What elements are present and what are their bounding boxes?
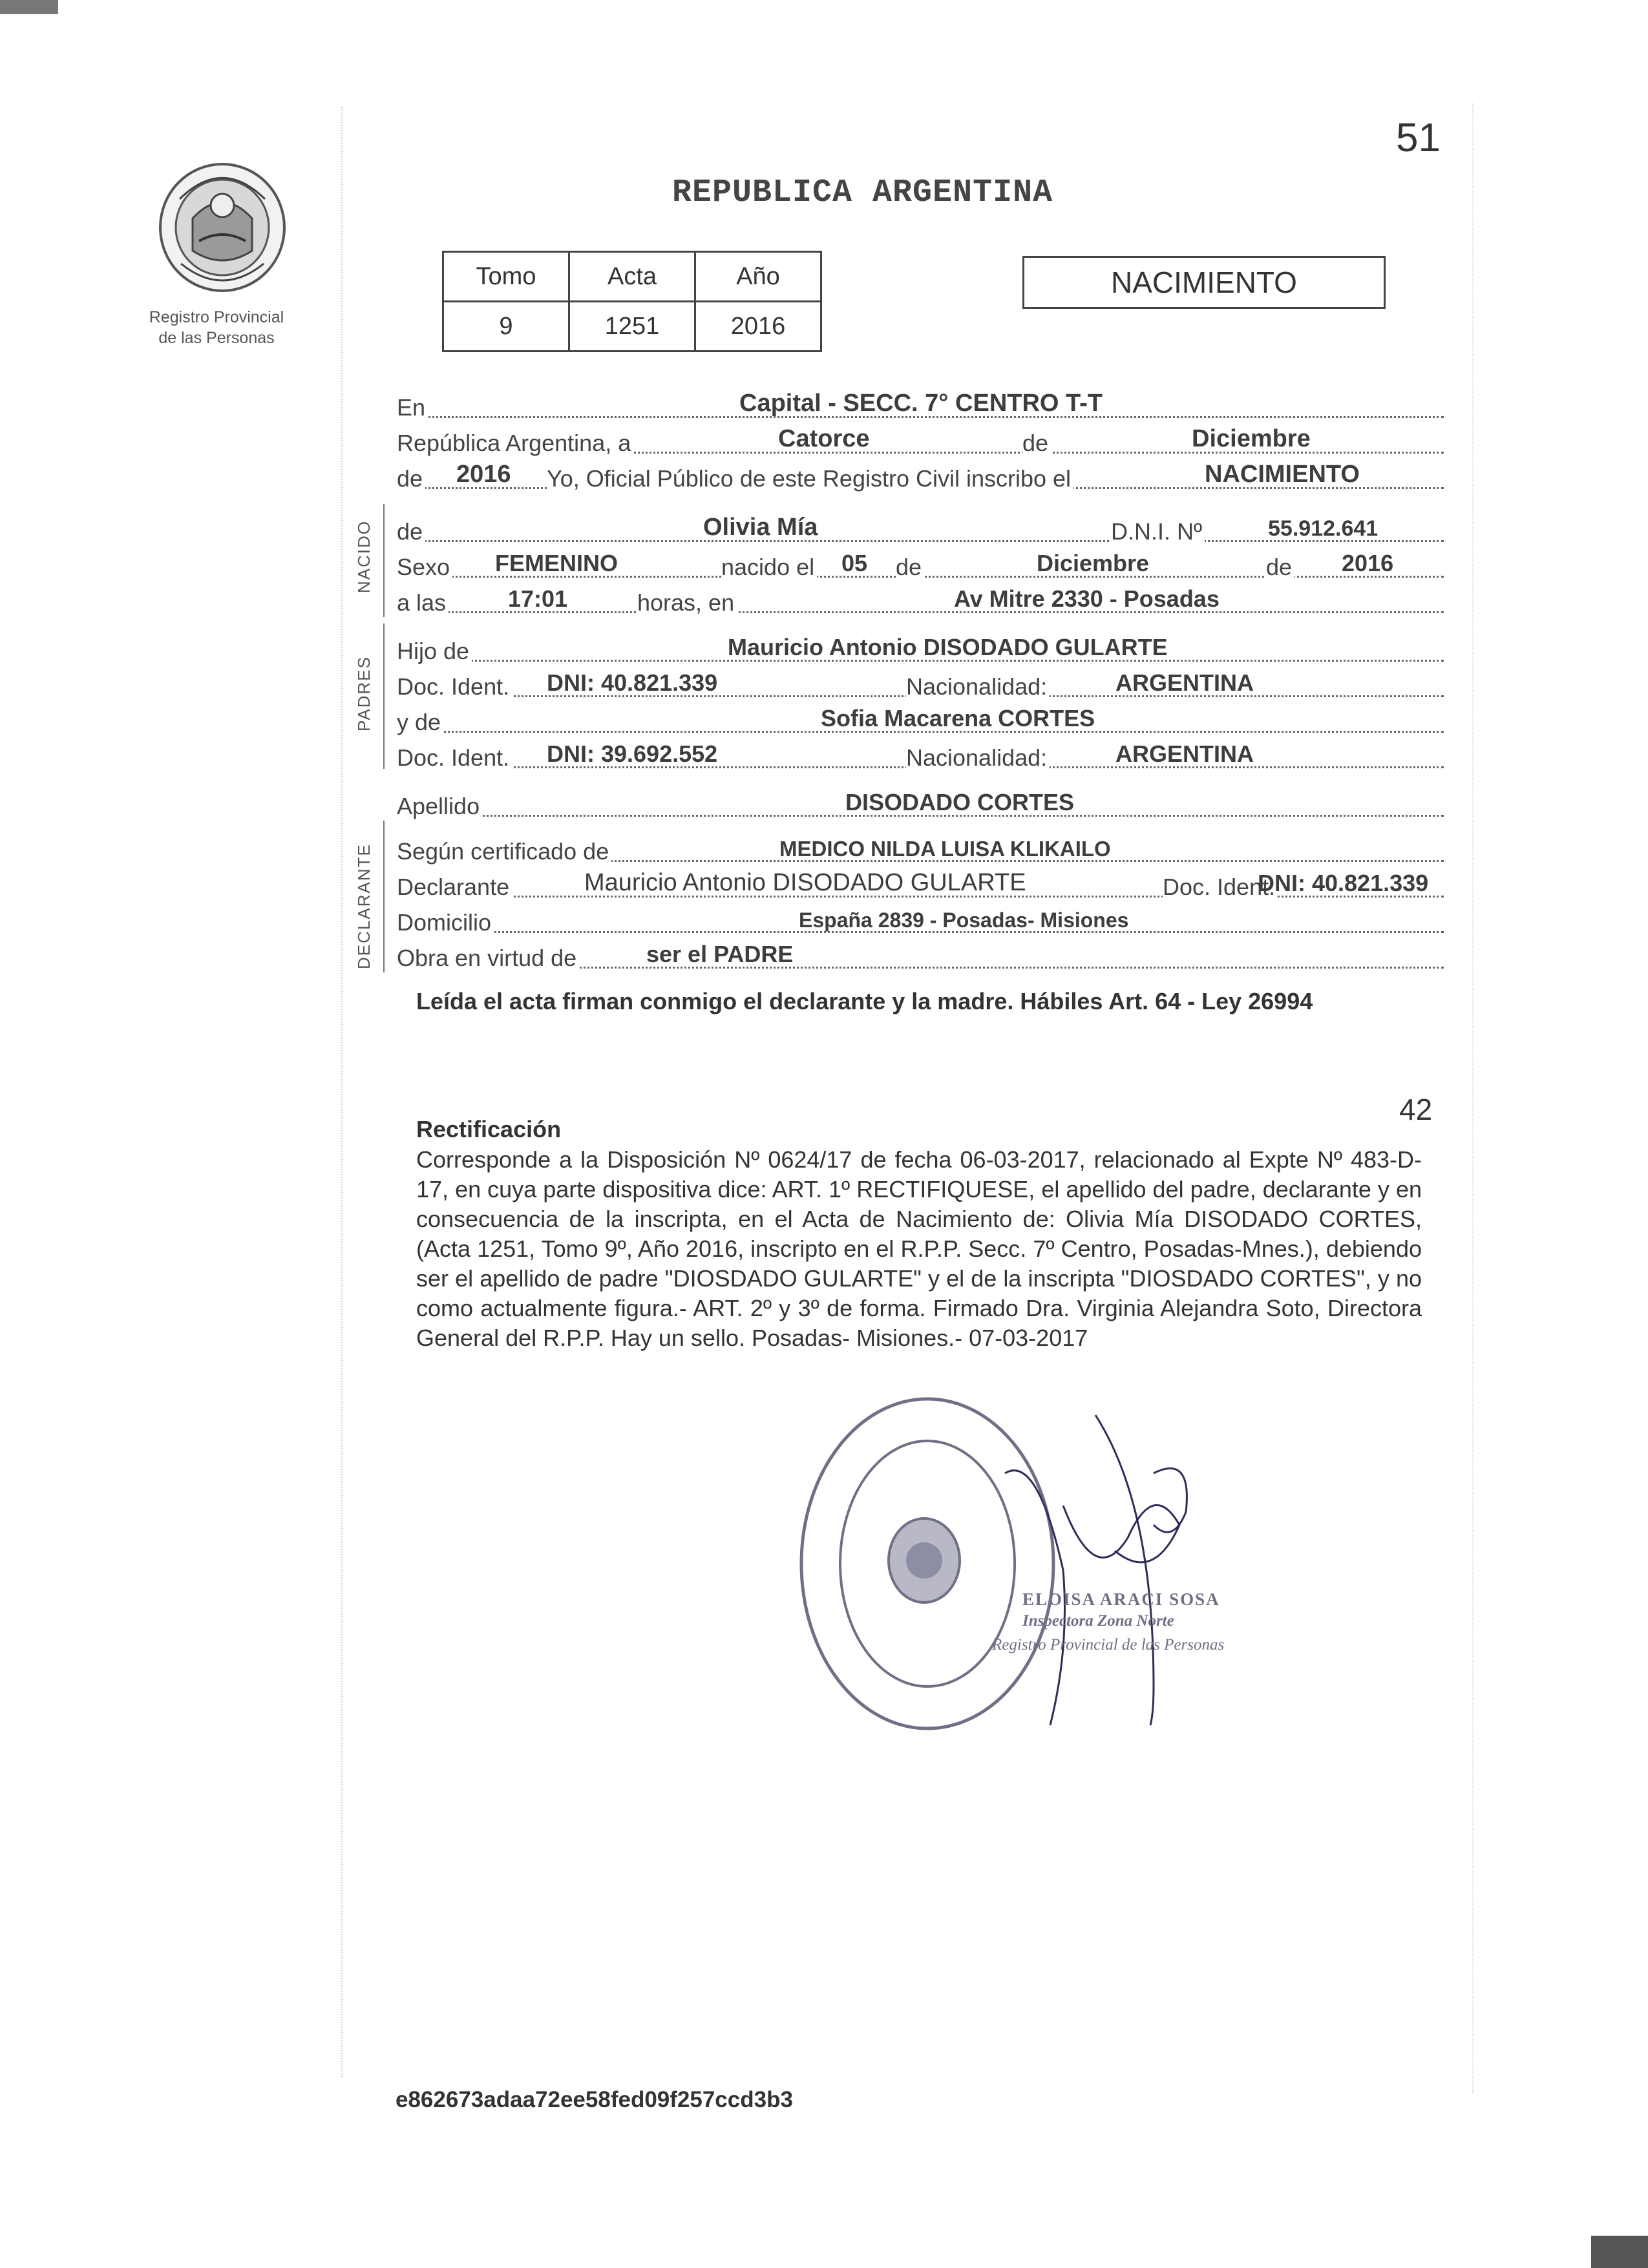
label-doc: Doc. Ident. [397, 673, 512, 700]
label-doc: Doc. Ident. [397, 744, 512, 772]
label-de: de [397, 518, 425, 545]
label-nacionalidad: Nacionalidad: [906, 673, 1050, 700]
label-doc: Doc. Ident. [1163, 874, 1278, 901]
form-line-obra [397, 937, 1444, 969]
label-en: En [397, 394, 428, 421]
field-inscribe: NACIMIENTO [1205, 461, 1360, 488]
scan-corner-mark [0, 0, 58, 14]
anio-label: Año [695, 252, 821, 302]
form-line-nombre [397, 510, 1444, 545]
form-line-inscripcion [397, 457, 1444, 492]
label-obra: Obra en virtud de [397, 945, 579, 972]
form-line-lugar [397, 386, 1444, 421]
label-de: de [1266, 554, 1294, 581]
form-line-madre [397, 701, 1444, 733]
section-label-declarante: DECLARANTE [354, 843, 374, 969]
acta-label: Acta [569, 252, 695, 302]
label-de: de [896, 554, 924, 581]
right-margin-line [1472, 103, 1474, 2094]
field-anio: 2016 [456, 461, 511, 488]
field-doc-madre: DNI: 39.692.552 [547, 740, 718, 767]
label-de: de [397, 465, 425, 492]
form-line-apellido [397, 785, 1444, 817]
field-mes: Diciembre [1192, 425, 1311, 452]
field-nombre: Olivia Mía [703, 514, 818, 541]
label-horas: horas, en [637, 589, 737, 616]
acta-value: 1251 [569, 302, 695, 352]
form-line-sexo [397, 546, 1444, 578]
form-line-doc-madre [397, 737, 1444, 771]
field-apellido: DISODADO CORTES [845, 789, 1075, 815]
field-declarante: Mauricio Antonio DISODADO GULARTE [584, 869, 1026, 896]
left-margin-line [341, 107, 343, 2077]
section-divider [383, 624, 385, 769]
document-title: REPUBLICA ARGENTINA [672, 174, 1053, 211]
form-line-fecha [397, 422, 1444, 454]
label-sexo: Sexo [397, 554, 452, 581]
label-yde: y de [397, 709, 443, 736]
field-hora: 17:01 [508, 585, 568, 612]
field-madre: Sofia Macarena CORTES [821, 705, 1095, 731]
document-hash: e862673adaa72ee58fed09f257ccd3b3 [396, 2087, 793, 2112]
province-seal-icon [154, 160, 291, 296]
field-doc-declarante: DNI: 40.821.339 [1258, 870, 1429, 896]
field-sexo: FEMENINO [495, 550, 618, 576]
form-line-certificado [397, 830, 1444, 865]
form-line-padre [397, 630, 1444, 662]
section-label-padres: PADRES [354, 656, 374, 731]
label-segun: Según certificado de [397, 838, 611, 865]
label-apellido: Apellido [397, 793, 482, 820]
rectification-title: Rectificación [416, 1116, 562, 1142]
label-declarante: Declarante [397, 874, 512, 901]
field-dia: Catorce [778, 425, 870, 452]
field-obra: ser el PADRE [646, 941, 794, 967]
label-alas: a las [397, 589, 449, 616]
field-lugar-nacimiento: Av Mitre 2330 - Posadas [954, 585, 1220, 612]
anio-value: 2016 [695, 302, 821, 352]
stamp-name: ELOISA ARACI SOSA [1022, 1590, 1220, 1609]
field-lugar: Capital - SECC. 7° CENTRO T-T [739, 390, 1103, 417]
form-line-doc-padre [397, 666, 1444, 700]
field-nacionalidad-madre: ARGENTINA [1115, 740, 1254, 767]
label-domicilio: Domicilio [397, 909, 494, 936]
rectification-body: Corresponde a la Disposición Nº 0624/17 de fecha 06-03-2017, relacionado al Expte Nº 483-D-17, en cuya parte dispositiva dice: ART. 1º RECTIFIQUESE, el apellido del padre, declarante y en consecuencia de la inscripta, en el Acta de Nacimiento de: Olivia Mía DISODADO CORTES, (Acta 1251, Tomo 9º, Año 2016, inscripto en el R.P.P. Secc. 7º Centro, Posadas-Mnes.), debiendo ser el apellido de padre "DIOSDADO GULARTE" y el de la inscripta "DIOSDADO CORTES", y no como actualmente figura.- ART. 2º y 3º de forma. Firmado Dra. Virginia Alejandra Soto, Directora General del R.P.P. Hay un sello. Posadas- Misiones.- 07-03-2017 [416, 1146, 1422, 1351]
registry-name: Registro Provincial de las Personas [149, 308, 284, 347]
field-mes-nacimiento: Diciembre [1037, 550, 1150, 576]
field-certificado: MEDICO NILDA LUISA KLIKAILO [779, 837, 1111, 861]
field-doc-padre: DNI: 40.821.339 [547, 669, 718, 696]
tomo-label: Tomo [443, 252, 569, 302]
field-dia-nacimiento: 05 [841, 550, 868, 576]
field-domicilio: España 2839 - Posadas- Misiones [799, 908, 1129, 932]
tomo-value: 9 [443, 302, 569, 352]
rectification-number: 42 [1399, 1093, 1433, 1126]
section-label-nacido: NACIDO [354, 520, 374, 593]
field-nacionalidad-padre: ARGENTINA [1115, 669, 1254, 696]
official-stamp-icon [792, 1376, 1296, 1764]
field-dni: 55.912.641 [1268, 516, 1379, 541]
form-line-hora [397, 582, 1444, 616]
scan-corner-mark [1591, 2236, 1648, 2268]
section-divider [383, 821, 385, 972]
stamp-role: Inspectora Zona Norte [1022, 1612, 1174, 1630]
label-hijo: Hijo de [397, 638, 472, 665]
label-dni: D.N.I. Nº [1111, 518, 1205, 545]
form-line-domicilio [397, 901, 1444, 936]
section-divider [383, 504, 385, 617]
label-de: de [1022, 430, 1051, 457]
field-anio-nacimiento: 2016 [1342, 550, 1394, 576]
label-nacionalidad: Nacionalidad: [906, 744, 1050, 772]
label-nacido: nacido el [721, 554, 817, 581]
form-line-declarante [397, 866, 1444, 898]
field-padre: Mauricio Antonio DISODADO GULARTE [728, 634, 1168, 660]
label-yo: Yo, Oficial Público de este Registro Civil inscribo el [547, 465, 1073, 492]
page-number: 51 [1396, 116, 1441, 160]
label-republica: República Argentina, a [397, 430, 633, 457]
reference-table [442, 251, 822, 352]
record-type-box: NACIMIENTO [1022, 256, 1386, 309]
stamp-org: Registro Provincial de las Personas [992, 1636, 1225, 1654]
legal-text: Leída el acta firman conmigo el declarante y la madre. Hábiles Art. 64 - Ley 26994 [416, 988, 1313, 1014]
